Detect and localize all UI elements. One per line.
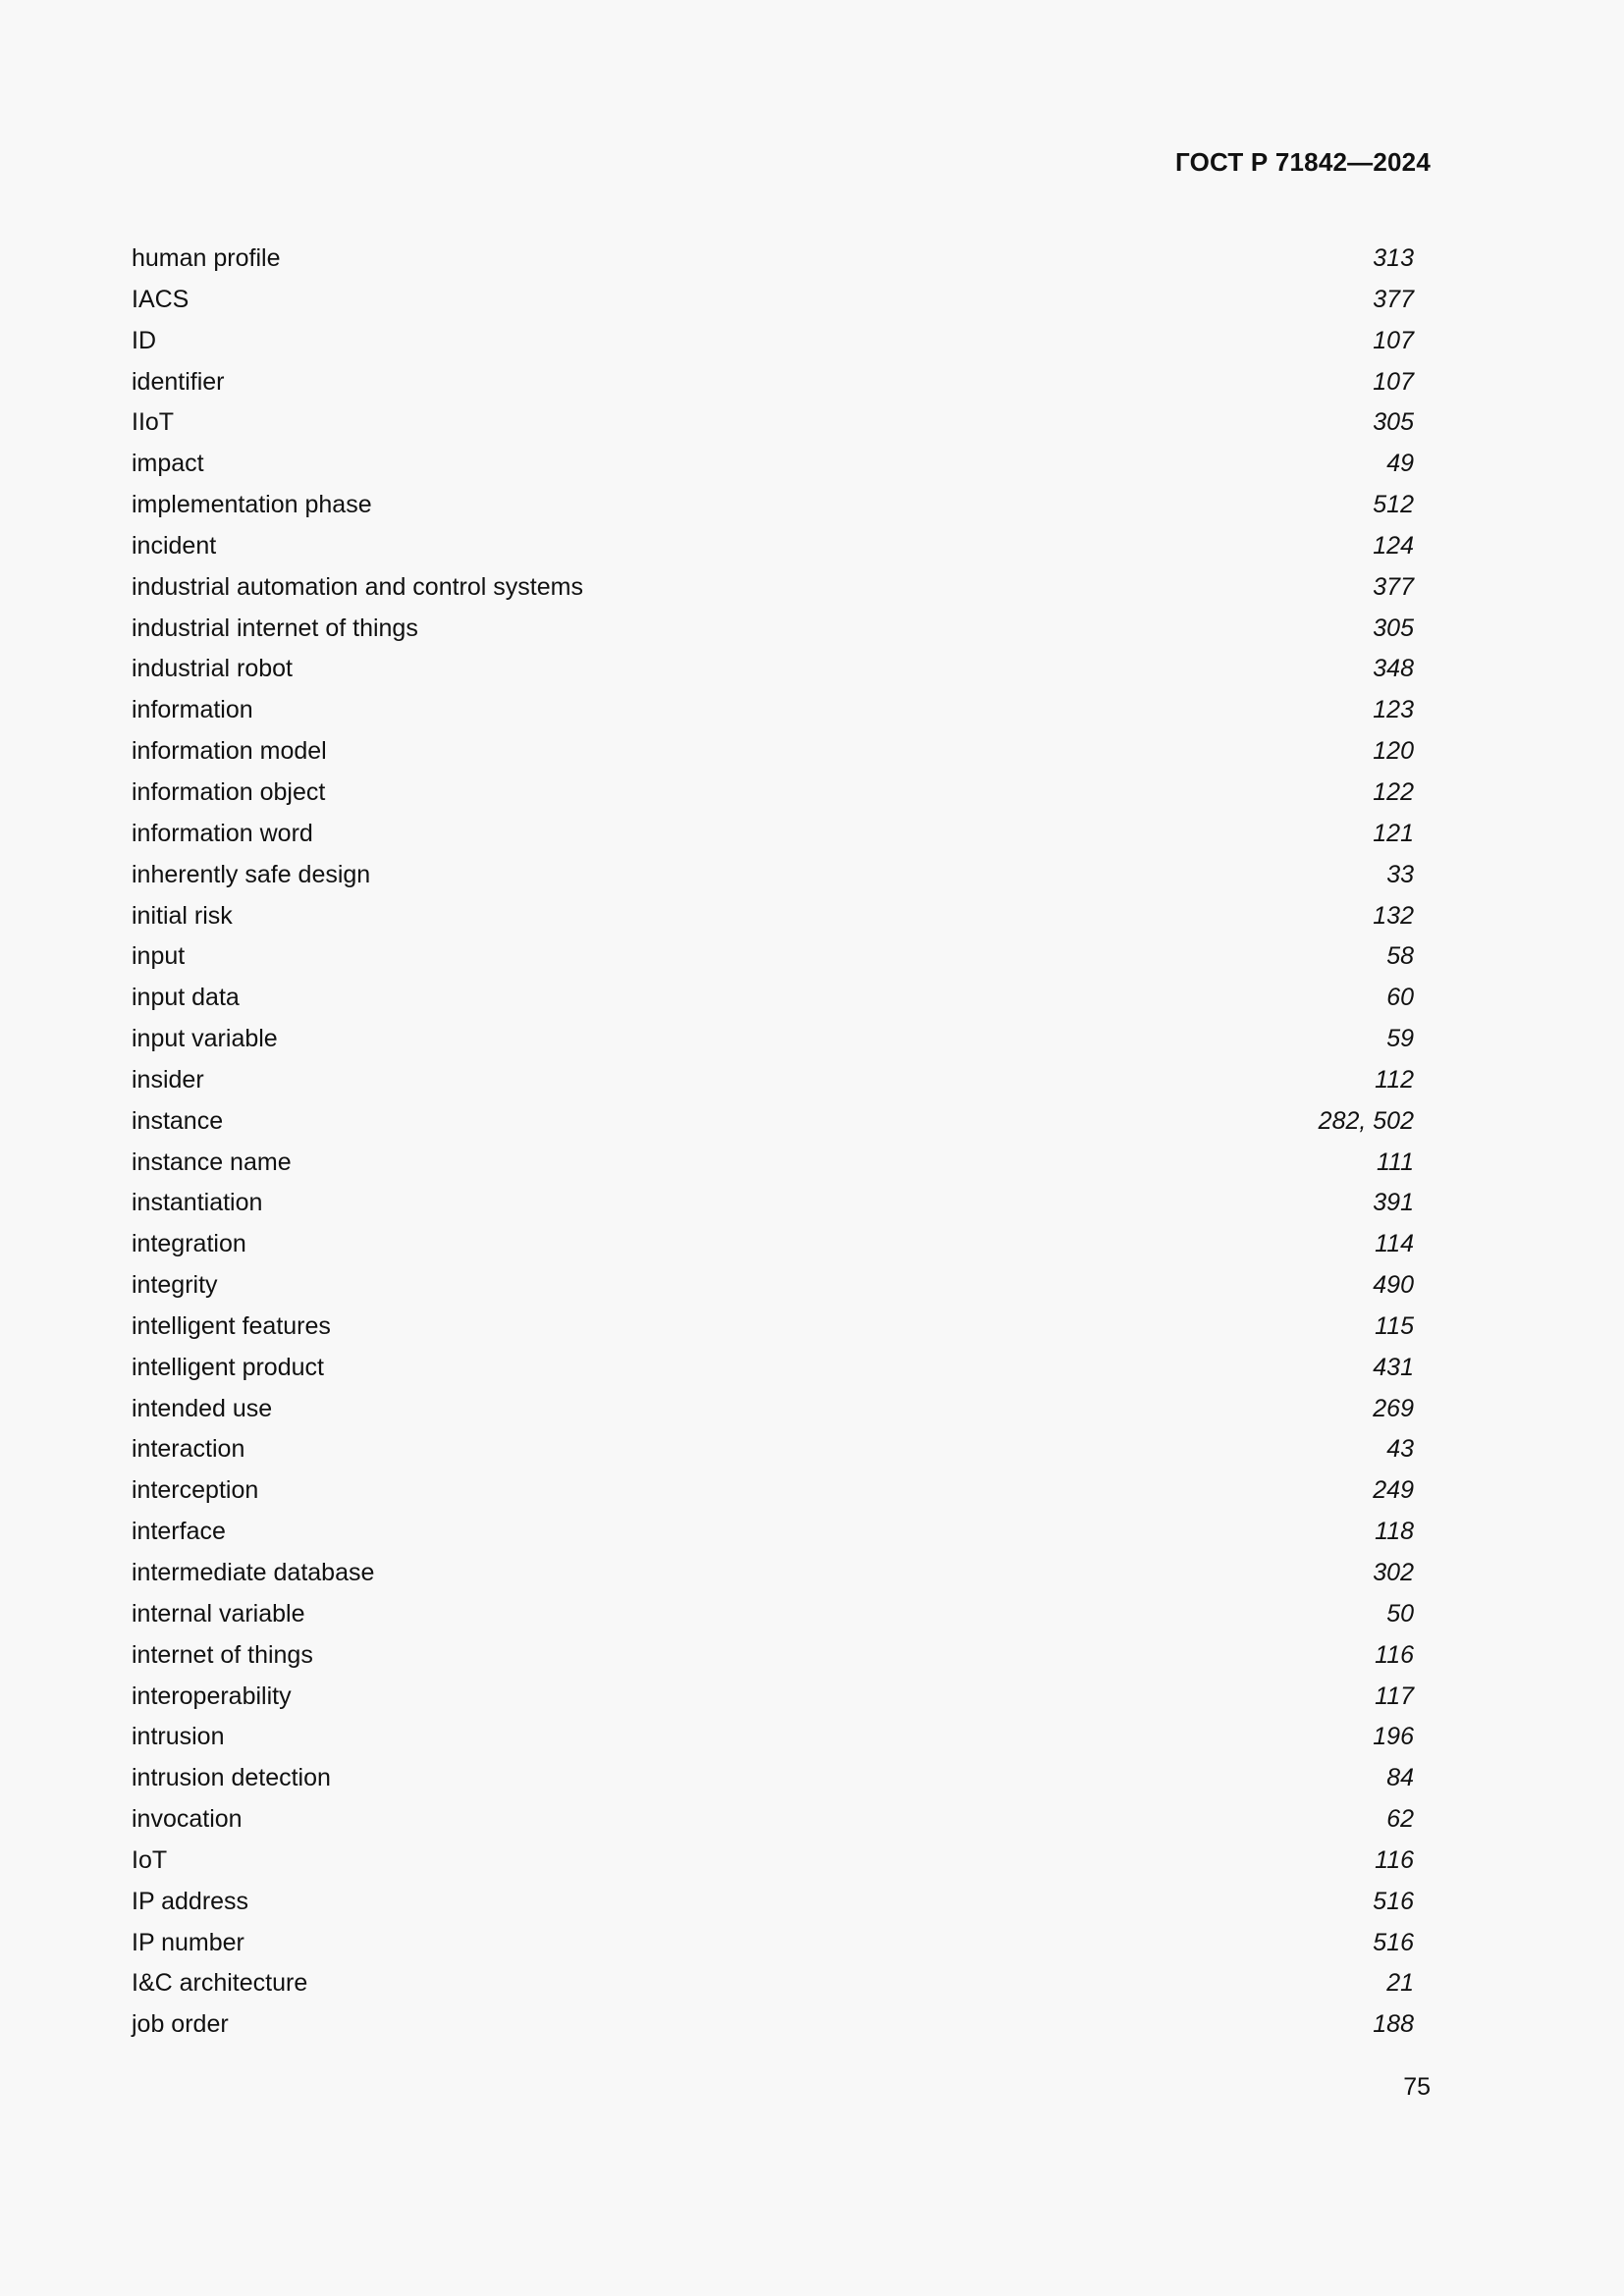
- index-reference: 249: [1373, 1476, 1414, 1505]
- index-term: interface: [132, 1518, 226, 1546]
- index-reference: 33: [1386, 860, 1414, 888]
- index-entry: [132, 1799, 1416, 1841]
- index-term: inherently safe design: [132, 860, 371, 888]
- index-reference: 305: [1373, 614, 1414, 642]
- index-entry: [132, 1060, 1416, 1101]
- index-reference: 516: [1373, 1928, 1414, 1956]
- index-reference: 123: [1373, 696, 1414, 724]
- index-reference: 313: [1373, 244, 1414, 272]
- index-reference: 391: [1373, 1189, 1414, 1217]
- index-list: [132, 239, 1416, 2046]
- index-term: information model: [132, 737, 327, 766]
- index-reference: 111: [1376, 1148, 1414, 1176]
- index-reference: 115: [1375, 1311, 1414, 1340]
- index-reference: 59: [1386, 1025, 1414, 1053]
- index-reference: 188: [1373, 2010, 1414, 2039]
- index-entry: [132, 444, 1416, 485]
- index-term: interception: [132, 1476, 259, 1505]
- index-entry: [132, 280, 1416, 321]
- index-entry: [132, 1677, 1416, 1718]
- index-entry: [132, 526, 1416, 567]
- index-term: IP address: [132, 1887, 249, 1915]
- index-reference: 107: [1373, 367, 1414, 396]
- index-entry: [132, 731, 1416, 773]
- index-entry: [132, 1183, 1416, 1224]
- index-entry: [132, 321, 1416, 362]
- index-term: job order: [132, 2010, 229, 2039]
- index-entry: [132, 1429, 1416, 1470]
- index-term: intelligent product: [132, 1353, 324, 1381]
- index-term: interaction: [132, 1435, 245, 1464]
- index-term: instance name: [132, 1148, 292, 1176]
- index-reference: 269: [1373, 1394, 1414, 1422]
- index-reference: 118: [1375, 1518, 1414, 1546]
- index-reference: 112: [1375, 1065, 1414, 1094]
- index-entry: [132, 855, 1416, 896]
- index-entry: [132, 1758, 1416, 1799]
- index-term: I&C architecture: [132, 1969, 308, 1998]
- index-entry: [132, 1389, 1416, 1430]
- index-term: instance: [132, 1106, 224, 1135]
- index-entry: [132, 1224, 1416, 1265]
- index-term: industrial robot: [132, 655, 293, 683]
- index-entry: [132, 1019, 1416, 1060]
- index-entry: [132, 1553, 1416, 1594]
- index-term: information: [132, 696, 253, 724]
- index-term: IP number: [132, 1928, 244, 1956]
- index-entry: [132, 1923, 1416, 1964]
- index-term: intelligent features: [132, 1311, 331, 1340]
- index-entry: [132, 1307, 1416, 1348]
- index-term: implementation phase: [132, 491, 372, 519]
- index-term: internet of things: [132, 1640, 313, 1669]
- index-term: IIoT: [132, 408, 175, 437]
- index-reference: 302: [1373, 1559, 1414, 1586]
- index-reference: 348: [1373, 655, 1414, 683]
- index-reference: 49: [1386, 450, 1414, 478]
- index-term: incident: [132, 531, 217, 560]
- index-entry: [132, 609, 1416, 650]
- index-reference: 116: [1375, 1845, 1414, 1874]
- index-entry: [132, 1143, 1416, 1184]
- index-reference: 122: [1373, 777, 1414, 806]
- index-entry: [132, 362, 1416, 403]
- index-term: information word: [132, 819, 313, 847]
- index-term: impact: [132, 450, 204, 478]
- index-reference: 124: [1373, 531, 1414, 560]
- index-reference: 377: [1373, 572, 1414, 601]
- index-term: input data: [132, 984, 240, 1012]
- index-entry: [132, 2004, 1416, 2046]
- index-term: invocation: [132, 1805, 243, 1834]
- index-term: interoperability: [132, 1682, 292, 1710]
- index-entry: [132, 896, 1416, 937]
- page-number: 75: [1403, 2073, 1431, 2101]
- index-reference: 512: [1373, 491, 1414, 519]
- index-reference: 50: [1386, 1599, 1414, 1628]
- index-entry: [132, 567, 1416, 609]
- index-entry: [132, 1963, 1416, 2004]
- index-reference: 58: [1386, 942, 1414, 971]
- index-entry: [132, 690, 1416, 731]
- index-term: input variable: [132, 1025, 278, 1053]
- index-term: IoT: [132, 1845, 168, 1874]
- index-reference: 196: [1373, 1723, 1414, 1751]
- index-term: information object: [132, 777, 326, 806]
- index-reference: 114: [1375, 1230, 1414, 1258]
- document-header: ГОСТ Р 71842—2024: [1175, 147, 1431, 177]
- index-entry: [132, 1470, 1416, 1512]
- index-entry: [132, 978, 1416, 1019]
- index-entry: [132, 239, 1416, 280]
- index-term: intrusion detection: [132, 1764, 331, 1792]
- index-reference: 116: [1375, 1640, 1414, 1669]
- index-term: intended use: [132, 1394, 273, 1422]
- index-term: intrusion: [132, 1723, 225, 1751]
- index-entry: [132, 1594, 1416, 1635]
- index-reference: 282, 502: [1318, 1106, 1414, 1135]
- index-entry: [132, 1717, 1416, 1758]
- index-term: industrial automation and control systems: [132, 572, 583, 601]
- index-reference: 132: [1373, 901, 1414, 930]
- index-entry: [132, 1512, 1416, 1553]
- index-term: integrity: [132, 1271, 218, 1300]
- index-entry: [132, 1635, 1416, 1677]
- index-term: identifier: [132, 367, 225, 396]
- index-term: internal variable: [132, 1599, 305, 1628]
- index-reference: 43: [1386, 1435, 1414, 1464]
- index-reference: 431: [1373, 1353, 1414, 1381]
- index-reference: 60: [1386, 984, 1414, 1012]
- index-entry: [132, 1348, 1416, 1389]
- index-entry: [132, 1882, 1416, 1923]
- index-entry: [132, 402, 1416, 444]
- index-reference: 516: [1373, 1887, 1414, 1915]
- index-entry: [132, 1841, 1416, 1882]
- index-reference: 84: [1386, 1764, 1414, 1792]
- index-term: insider: [132, 1065, 204, 1094]
- index-entry: [132, 936, 1416, 978]
- index-term: input: [132, 942, 186, 971]
- index-term: intermediate database: [132, 1559, 375, 1586]
- index-reference: 120: [1373, 737, 1414, 766]
- index-term: industrial internet of things: [132, 614, 418, 642]
- index-reference: 377: [1373, 285, 1414, 313]
- index-term: initial risk: [132, 901, 233, 930]
- index-reference: 107: [1373, 326, 1414, 354]
- index-term: IACS: [132, 285, 189, 313]
- index-entry: [132, 1101, 1416, 1143]
- index-entry: [132, 1265, 1416, 1307]
- index-term: human profile: [132, 244, 281, 272]
- index-reference: 490: [1373, 1271, 1414, 1300]
- index-term: ID: [132, 326, 156, 354]
- index-term: integration: [132, 1230, 246, 1258]
- index-entry: [132, 485, 1416, 526]
- index-term: instantiation: [132, 1189, 263, 1217]
- index-reference: 21: [1386, 1969, 1414, 1998]
- index-reference: 117: [1375, 1682, 1414, 1710]
- index-reference: 62: [1386, 1805, 1414, 1834]
- index-reference: 305: [1373, 408, 1414, 437]
- index-entry: [132, 649, 1416, 690]
- index-entry: [132, 773, 1416, 814]
- index-reference: 121: [1373, 819, 1414, 847]
- index-entry: [132, 814, 1416, 855]
